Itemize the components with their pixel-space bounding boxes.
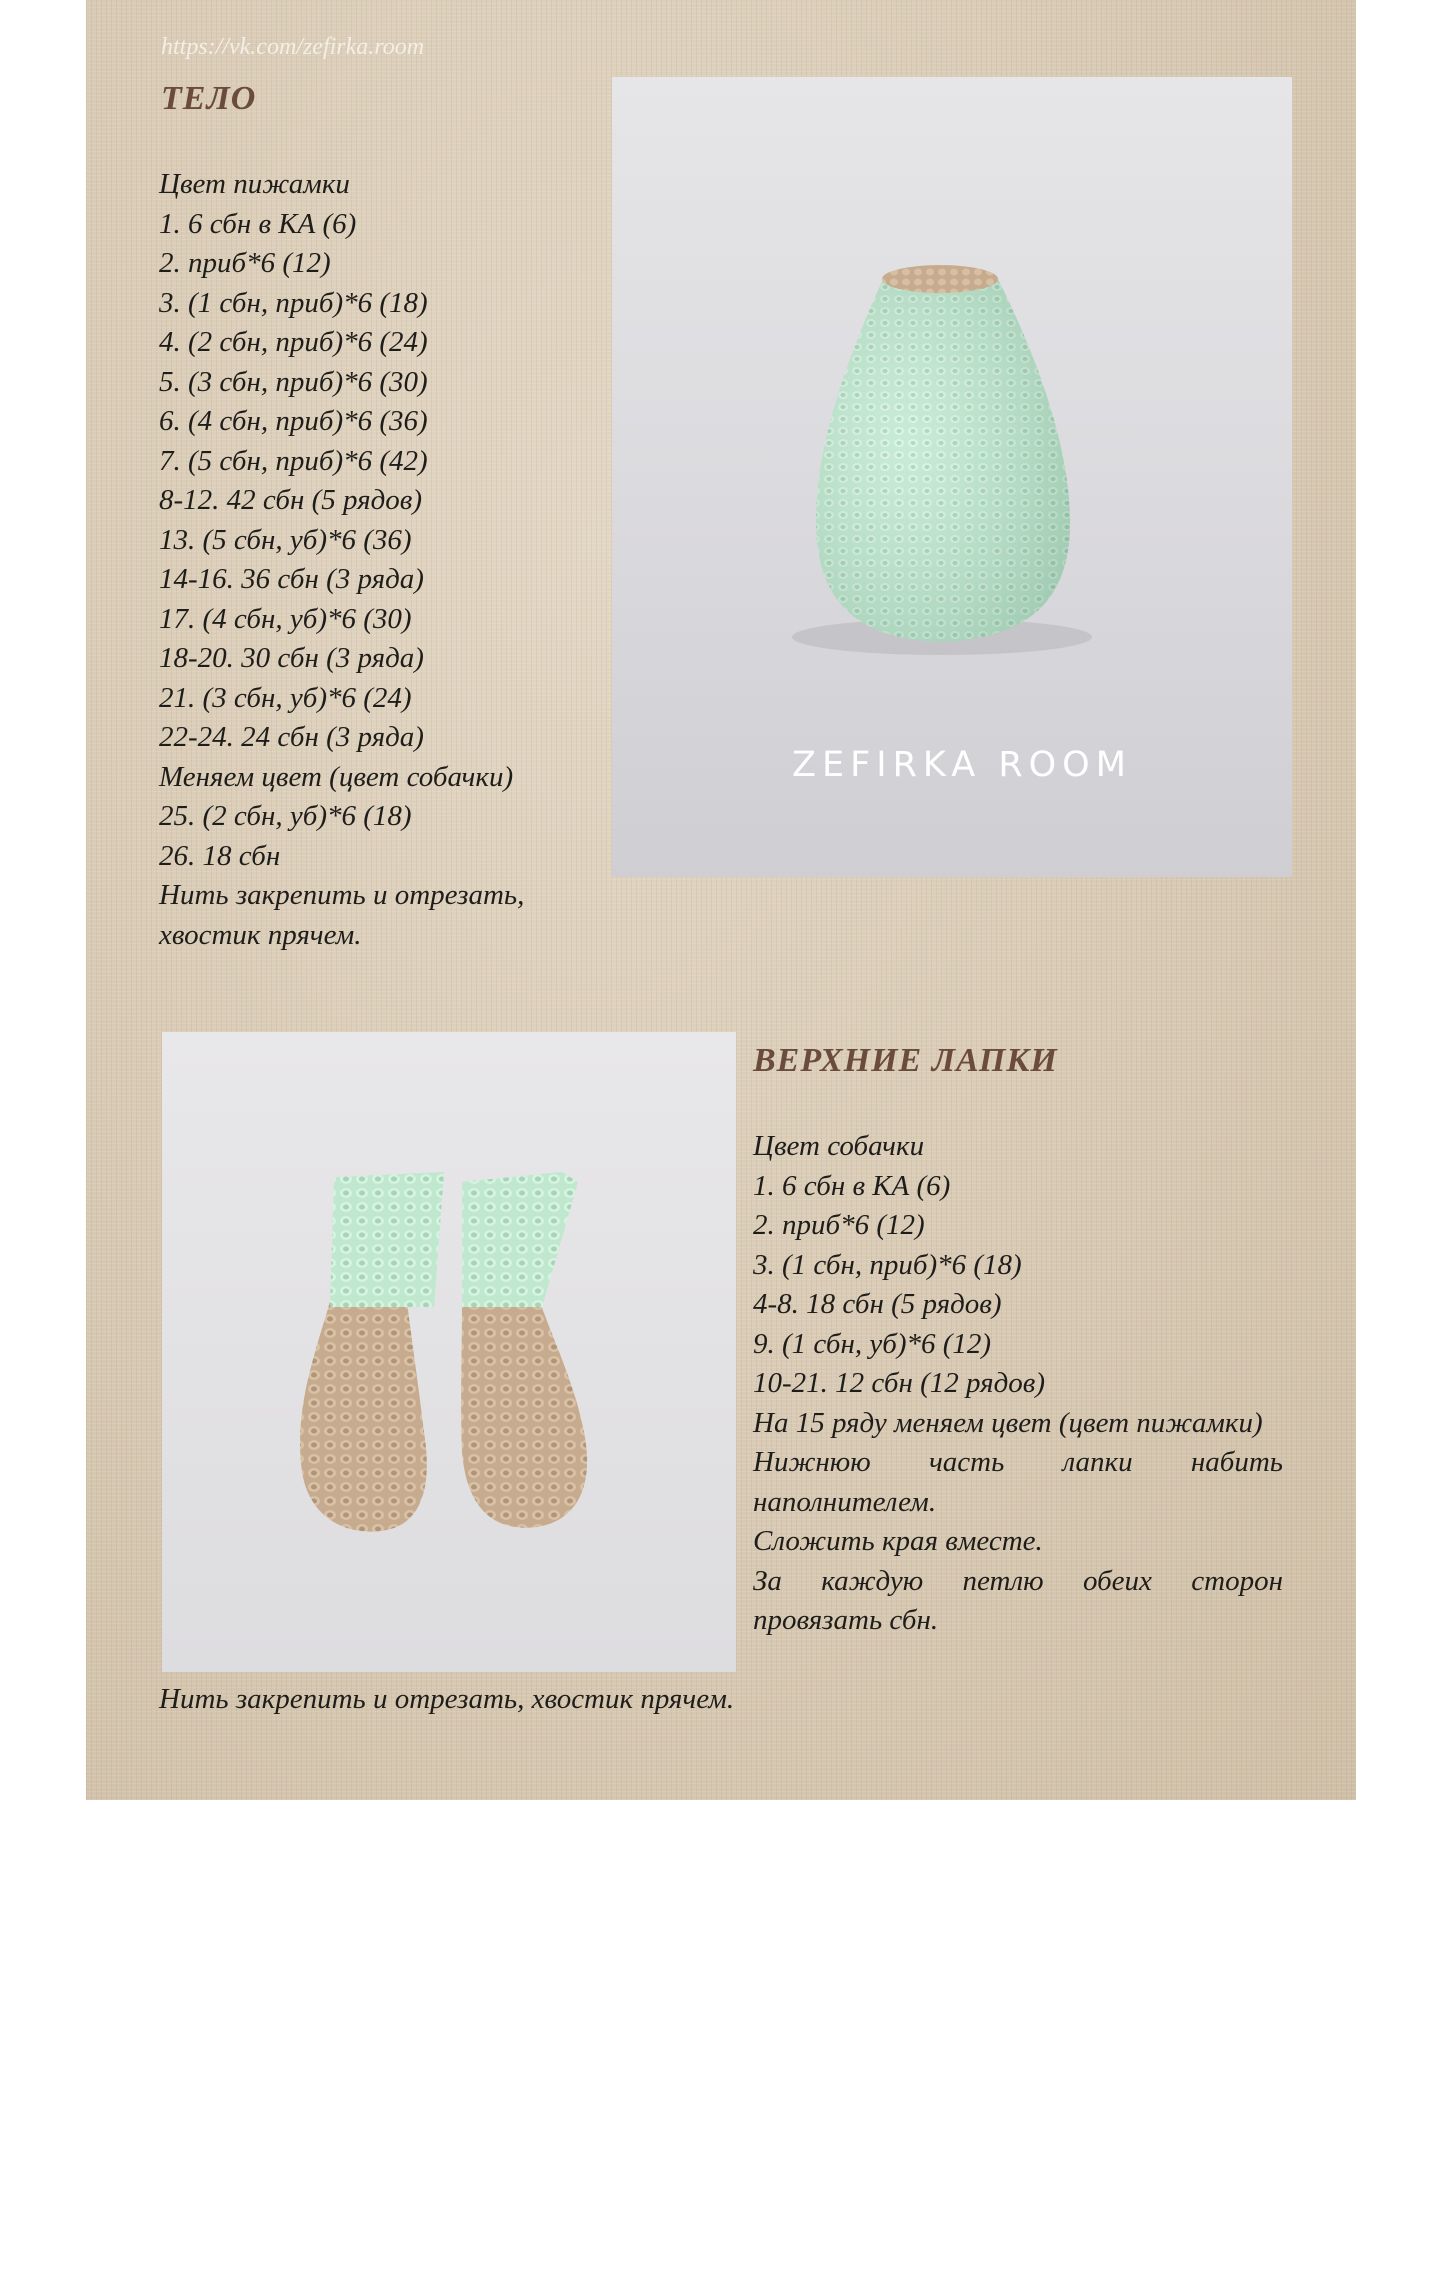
instruction-paragraph: На 15 ряду меняем цвет (цвет пижамки) <box>753 1404 1283 1444</box>
instruction-line: 10-21. 12 сбн (12 рядов) <box>753 1364 1283 1404</box>
instruction-line: 9. (1 сбн, уб)*6 (12) <box>753 1325 1283 1365</box>
footer-text: Нить закрепить и отрезать, хвостик прячем. <box>159 1680 734 1720</box>
instruction-line: 5. (3 сбн, приб)*6 (30) <box>159 363 524 403</box>
source-url: https://vk.com/zefirka.room <box>161 34 424 61</box>
paws-instructions <box>753 1127 1283 1641</box>
instruction-line: Нить закрепить и отрезать, <box>159 876 524 916</box>
paws-photo <box>162 1032 736 1672</box>
body-photo <box>612 77 1292 877</box>
instruction-line: 2. приб*6 (12) <box>159 244 524 284</box>
instruction-line: 25. (2 сбн, уб)*6 (18) <box>159 797 524 837</box>
instruction-line: Цвет пижамки <box>159 165 524 205</box>
instruction-line: 14-16. 36 сбн (3 ряда) <box>159 560 524 600</box>
instruction-line: 7. (5 сбн, приб)*6 (42) <box>159 442 524 482</box>
instruction-line: 2. приб*6 (12) <box>753 1206 1283 1246</box>
instruction-line: 8-12. 42 сбн (5 рядов) <box>159 481 524 521</box>
instruction-line: 22-24. 24 сбн (3 ряда) <box>159 718 524 758</box>
pattern-page <box>86 0 1356 1800</box>
body-instructions <box>159 165 524 955</box>
instruction-line: 6. (4 сбн, приб)*6 (36) <box>159 402 524 442</box>
body-photo-watermark: ZEFIRKA ROOM <box>772 745 1152 785</box>
paws-section-title: ВЕРХНИЕ ЛАПКИ <box>753 1042 1058 1080</box>
instruction-line: Цвет собачки <box>753 1127 1283 1167</box>
paws-footer-note <box>159 1680 734 1720</box>
instruction-line: 3. (1 сбн, приб)*6 (18) <box>159 284 524 324</box>
paws-photo-watermark: ZEFIRKA ROOM <box>284 2157 299 2292</box>
instruction-line: хвостик прячем. <box>159 916 524 956</box>
instruction-line: 17. (4 сбн, уб)*6 (30) <box>159 600 524 640</box>
instruction-line: 13. (5 сбн, уб)*6 (36) <box>159 521 524 561</box>
instruction-line: 3. (1 сбн, приб)*6 (18) <box>753 1246 1283 1286</box>
instruction-line: 4. (2 сбн, приб)*6 (24) <box>159 323 524 363</box>
instruction-paragraph: За каждую петлю обеих сторон провязать сбн. <box>753 1562 1283 1641</box>
instruction-line: 21. (3 сбн, уб)*6 (24) <box>159 679 524 719</box>
instruction-paragraph: Нижнюю часть лапки набить наполнителем. <box>753 1443 1283 1522</box>
instruction-line: 1. 6 сбн в КА (6) <box>753 1167 1283 1207</box>
instruction-line: 18-20. 30 сбн (3 ряда) <box>159 639 524 679</box>
instruction-line: 4-8. 18 сбн (5 рядов) <box>753 1285 1283 1325</box>
body-section-title: ТЕЛО <box>161 80 256 118</box>
instruction-line: 26. 18 сбн <box>159 837 524 877</box>
instruction-paragraph: Сложить края вместе. <box>753 1522 1283 1562</box>
instruction-line: Меняем цвет (цвет собачки) <box>159 758 524 798</box>
instruction-line: 1. 6 сбн в КА (6) <box>159 205 524 245</box>
crocheted-paws-illustration <box>162 1032 736 1672</box>
